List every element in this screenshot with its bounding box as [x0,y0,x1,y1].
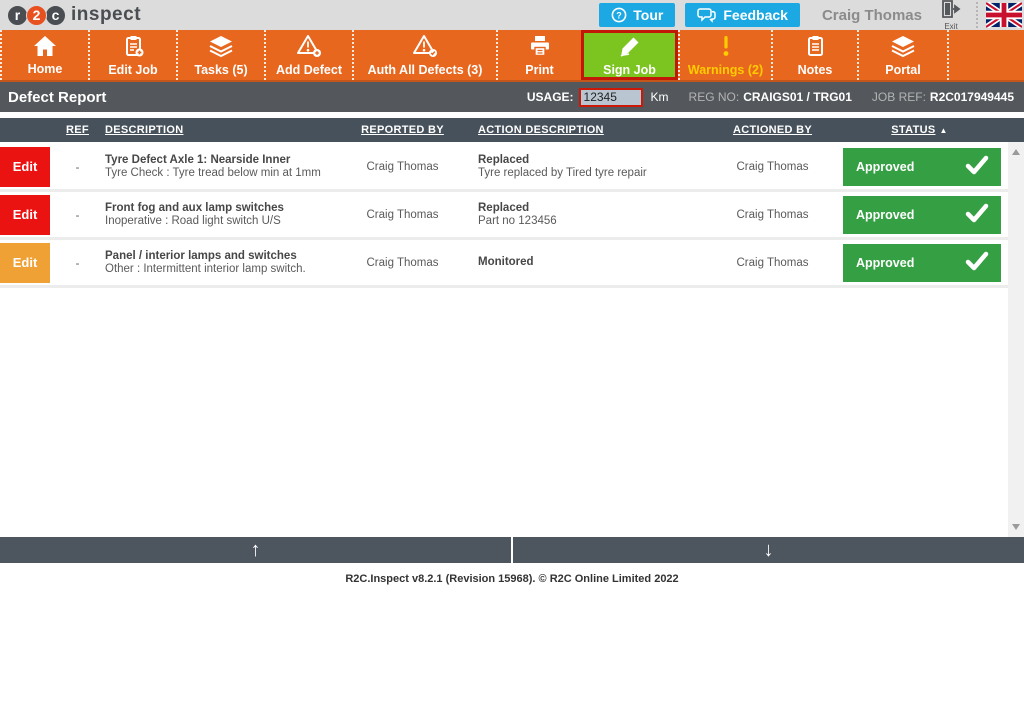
logo-letter-2: 2 [26,5,47,26]
portal-icon [890,34,916,61]
actioned-by-cell: Craig Thomas [736,160,809,173]
table-row [0,144,1008,192]
scroll-pager-bar [0,537,1024,563]
toolbar-button-edit-job[interactable] [88,30,176,80]
column-header-actioned-by[interactable]: ACTIONED BY [732,124,813,136]
table-row [0,192,1008,240]
tasks-icon [208,34,234,61]
toolbar-filler [947,30,1024,80]
vertical-scrollbar[interactable] [1008,142,1024,537]
sign-job-icon [618,34,642,61]
toolbar-label: Edit Job [108,62,158,77]
main-toolbar [0,30,1024,82]
feedback-button-label: Feedback [723,7,788,23]
defect-report-bar [0,82,1024,112]
toolbar-label: Sign Job [603,62,656,77]
svg-text:?: ? [616,10,623,21]
scrollbar-up-icon[interactable] [1012,149,1020,155]
column-header-description[interactable]: DESCRIPTION [105,124,184,136]
ref-cell: - [75,255,80,270]
reported-by-cell: Craig Thomas [366,256,439,269]
status-approved-button[interactable]: Approved [843,196,1001,234]
notes-icon [803,34,827,61]
description-cell: Front fog and aux lamp switches Inoperative : Road light switch U/S [105,202,284,227]
column-header-action-description[interactable]: ACTION DESCRIPTION [478,124,604,136]
exit-label: Exit [944,21,958,31]
top-bar [0,0,1024,30]
current-user-name: Craig Thomas [821,6,922,24]
toolbar-button-tasks[interactable] [176,30,264,80]
feedback-button[interactable] [685,3,800,27]
action-description-cell: Replaced Part no 123456 [478,202,557,227]
table-row [0,240,1008,288]
up-arrow-icon: ↑ [250,539,261,561]
reg-no-label: REG NO: [688,90,740,104]
toolbar-button-add-defect[interactable] [264,30,352,80]
column-header-ref[interactable]: REF [66,124,89,136]
warnings-icon [714,34,738,61]
logo-letter-r: r [7,5,28,26]
edit-button[interactable]: Edit [0,243,50,283]
sort-ascending-icon: ▲ [939,126,948,135]
actioned-by-cell: Craig Thomas [736,208,809,221]
edit-job-icon [121,34,145,61]
page-title: Defect Report [8,88,107,106]
logo-text: inspect [71,4,142,25]
toolbar-label: Home [27,61,63,76]
column-header-reported-by[interactable]: REPORTED BY [361,124,444,136]
description-cell: Panel / interior lamps and switches Other : Intermittent interior lamp switch. [105,250,306,275]
status-approved-button[interactable]: Approved [843,148,1001,186]
status-cell [815,244,1008,282]
reg-no-value: CRAIGS01 / TRG01 [743,90,852,104]
add-defect-icon [296,34,322,61]
tour-button[interactable] [599,3,675,27]
speech-bubbles-icon [697,7,717,23]
logo-letter-c: c [45,5,66,26]
table-header-row [0,118,1024,142]
description-cell: Tyre Defect Axle 1: Nearside Inner Tyre Check : Tyre tread below min at 1mm [105,154,321,179]
defect-table-body [0,142,1024,537]
toolbar-button-print[interactable] [496,30,581,80]
toolbar-label: Add Defect [276,62,342,77]
toolbar-label: Print [525,62,554,77]
scrollbar-down-icon[interactable] [1012,524,1020,530]
auth-all-defects-icon [412,34,438,61]
toolbar-label: Notes [797,62,833,77]
version-footer: R2C.Inspect v8.2.1 (Revision 15968). © R2C Online Limited 2022 [345,573,679,585]
exit-button[interactable] [940,0,962,31]
ref-cell: - [75,159,80,174]
scroll-up-button[interactable] [0,537,513,563]
ref-cell: - [75,207,80,222]
action-description-cell: Monitored [478,256,534,268]
actioned-by-cell: Craig Thomas [736,256,809,269]
usage-input[interactable] [579,88,643,107]
edit-button[interactable]: Edit [0,195,50,235]
scroll-down-button[interactable] [513,537,1024,563]
toolbar-label: Tasks (5) [194,62,248,77]
column-header-status[interactable]: STATUS ▲ [891,124,948,136]
topbar-separator [976,2,978,28]
usage-unit: Km [650,90,669,104]
reported-by-cell: Craig Thomas [366,160,439,173]
status-cell [815,196,1008,234]
usage-label: USAGE: [526,90,574,104]
status-cell [815,148,1008,186]
reported-by-cell: Craig Thomas [366,208,439,221]
tour-button-label: Tour [633,7,664,23]
toolbar-button-home[interactable] [0,30,88,80]
job-ref-label: JOB REF: [871,90,926,104]
edit-button[interactable]: Edit [0,147,50,187]
toolbar-button-auth-all-defects[interactable] [352,30,496,80]
exit-door-icon [940,0,962,23]
action-description-cell: Replaced Tyre replaced by Tired tyre repair [478,154,647,179]
uk-flag-icon[interactable] [986,2,1024,28]
down-arrow-icon: ↓ [763,539,774,561]
toolbar-button-sign-job[interactable] [581,30,678,80]
checkmark-icon [965,250,989,275]
toolbar-label: Auth All Defects (3) [367,62,483,77]
toolbar-button-portal[interactable] [857,30,947,80]
print-icon [528,34,552,61]
r2c-inspect-logo [0,4,141,26]
checkmark-icon [965,154,989,179]
toolbar-button-warnings[interactable] [678,30,771,80]
toolbar-button-notes[interactable] [771,30,857,80]
status-approved-button[interactable]: Approved [843,244,1001,282]
toolbar-label: Warnings (2) [687,62,764,77]
job-ref-value: R2C017949445 [929,90,1014,104]
home-icon [33,35,57,60]
checkmark-icon [965,202,989,227]
question-circle-icon [611,7,627,23]
toolbar-label: Portal [885,62,921,77]
